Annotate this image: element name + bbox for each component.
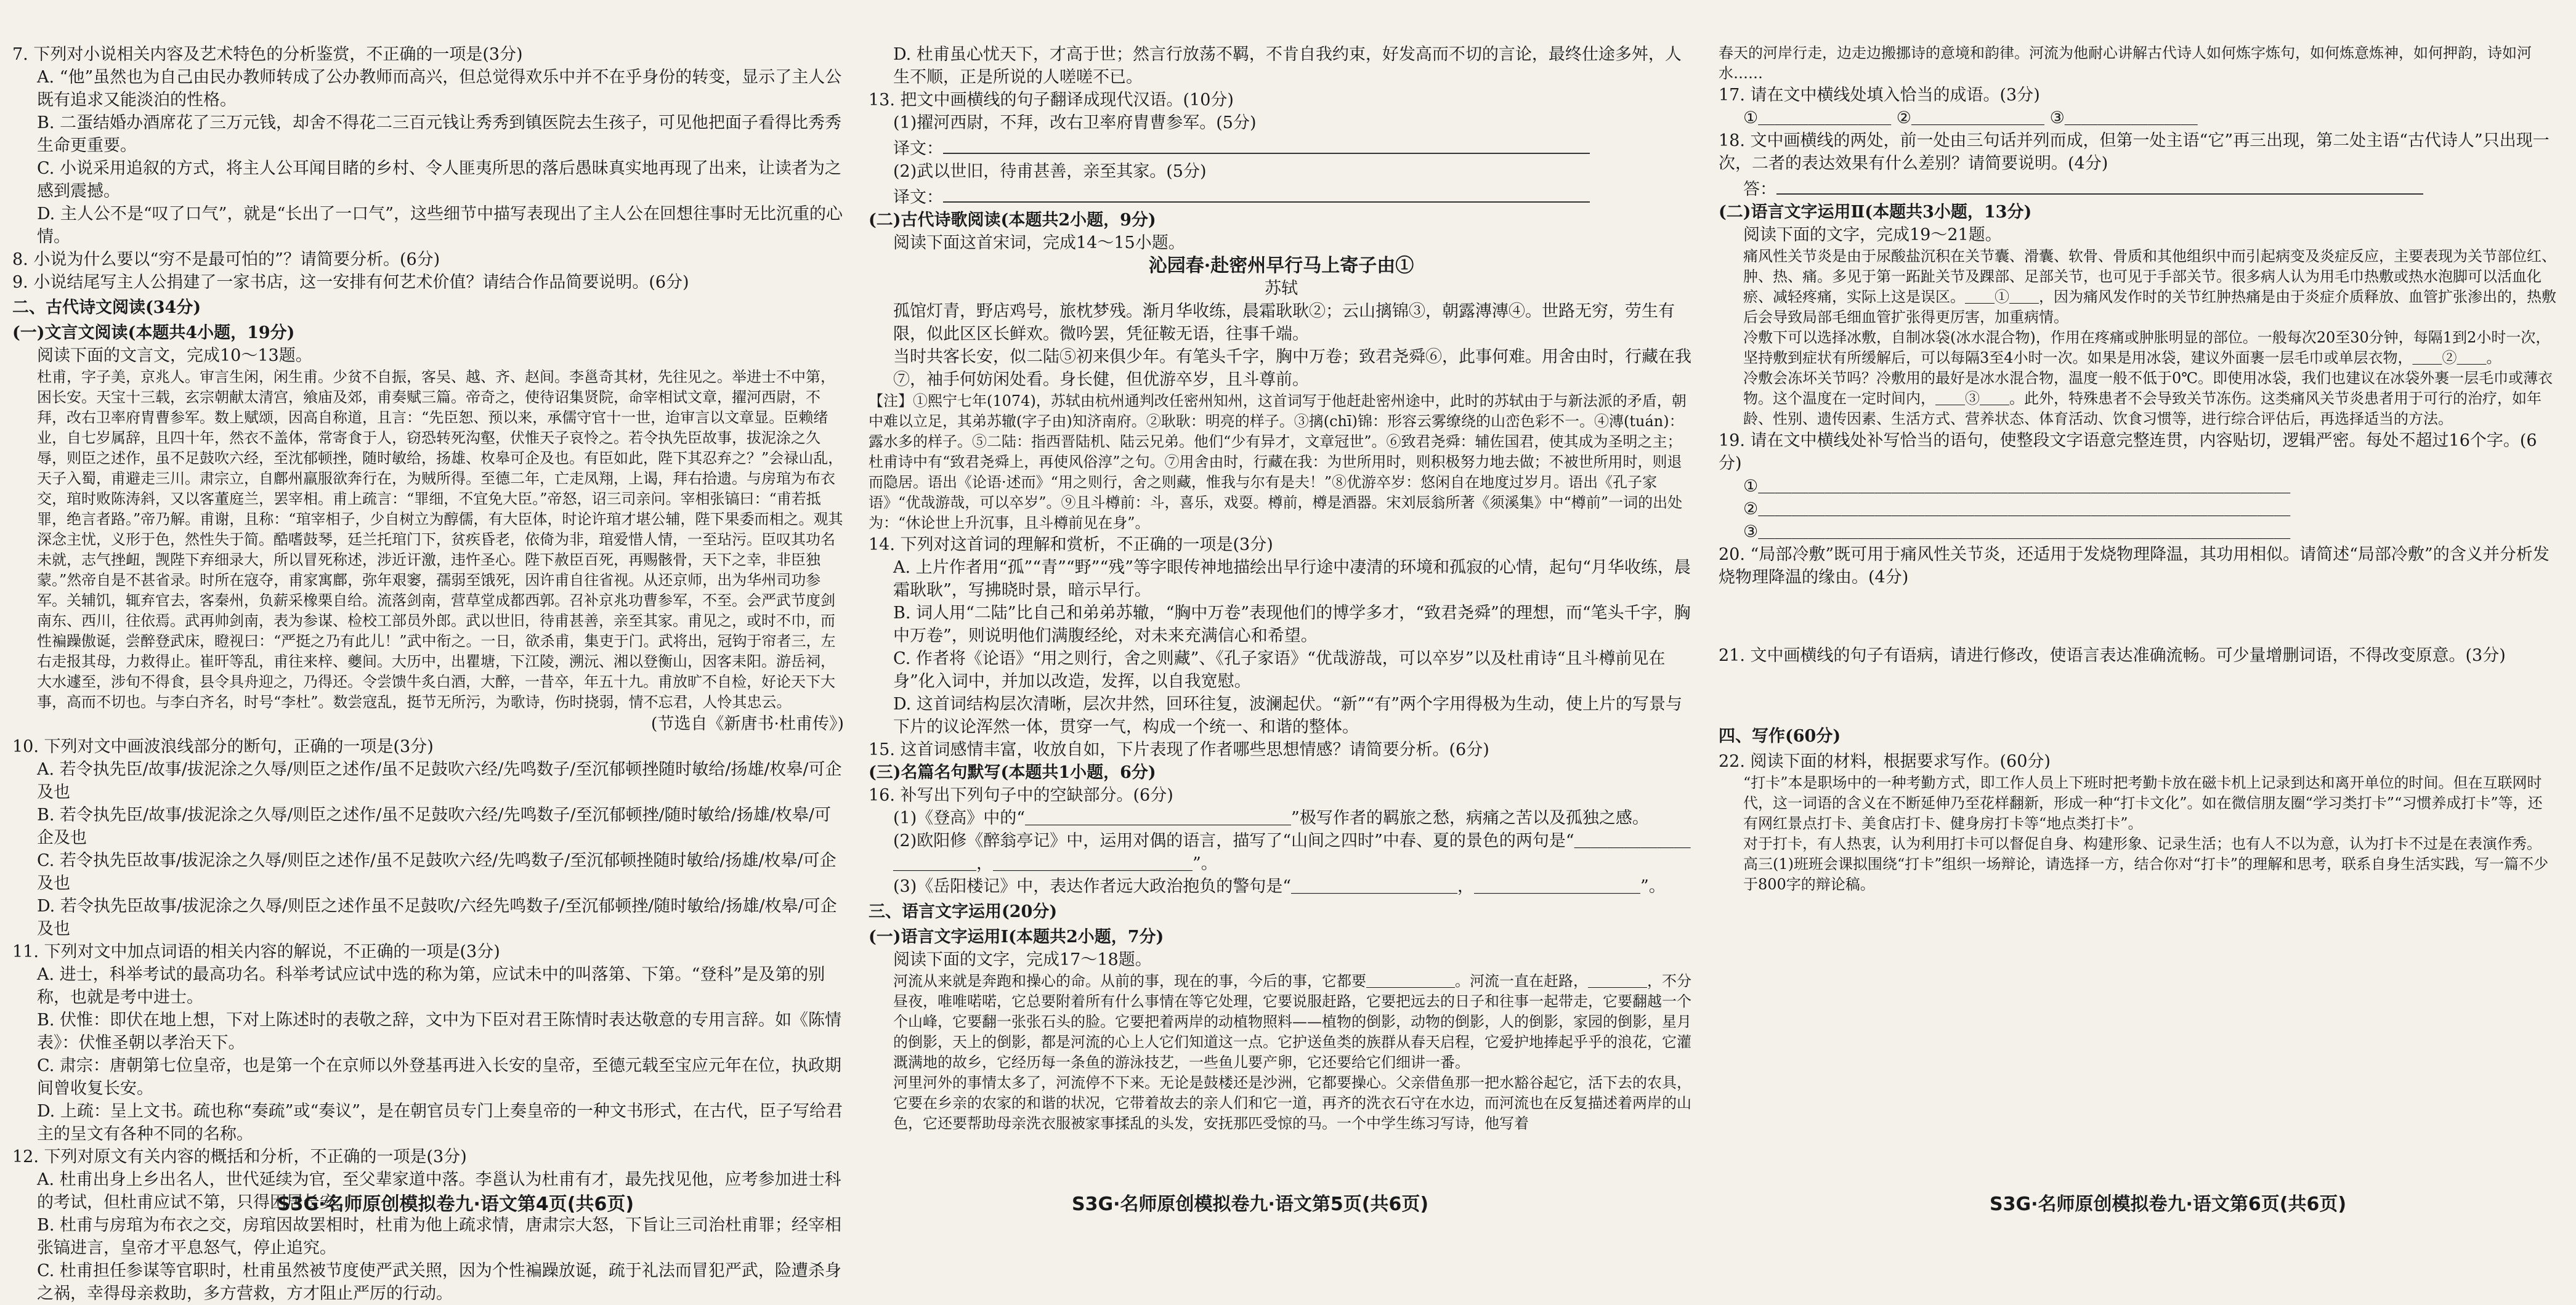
- gout-passage-3: 冷敷会冻坏关节吗？冷敷用的最好是冰水混合物，温度一般不低于0℃。即使用冰袋，我们也建议在冰袋外裹一层毛巾或薄衣物。这个温度在一定时间内，＿＿③＿＿。此外，特殊患者不会导致关节冻伤。这类痛风关节炎患者用于可行的治疗，如年龄、性别、遗传因素、生活方式、营养状态、体育活动、饮食习惯等，进行综合评估后，再选择适当的方法。: [1743, 370, 2553, 427]
- question-14: 14. 下列对这首词的理解和赏析，不正确的一项是(3分): [869, 535, 1273, 554]
- footer-page-4: S3G·名师原创模拟卷九·语文第4页(共6页): [277, 1194, 634, 1215]
- poem-stanza-1: 孤馆灯青，野店鸡号，旅枕梦残。渐月华收练，晨霜耿耿②；云山摛锦③，朝露漙漙④。世路无穷，劳生有限，似此区区长鲜欢。微吟罢，凭征鞍无语，往事千端。: [893, 302, 1675, 344]
- question-16-part-2: (2)欧阳修《醉翁亭记》中，运用对偶的语言，描写了“山间之四时”中春、夏的景色的两句是“＿＿＿＿＿＿＿＿＿＿＿＿，＿＿＿＿＿＿＿＿＿＿＿＿”。: [893, 831, 1691, 873]
- question-19-blank-2[interactable]: ②＿＿＿＿＿＿＿＿＿＿＿＿＿＿＿＿＿＿＿＿＿＿＿＿＿＿＿＿＿＿＿＿: [1743, 499, 2291, 519]
- subsection-heading-2: (二)古代诗歌阅读(本题共2小题，9分): [869, 211, 1156, 230]
- poem-notes: 【注】①熙宁七年(1074)，苏轼由杭州通判改任密州知州，这首词写于他赶赴密州途中，此时的苏轼由于与新法派的矛盾，朝中难以立足，其弟苏辙(字子由)知济南府。②耿耿：明亮的样子。③摛(chī)锦：形容云雾缭绕的山峦色彩不一。④漙(tuán)：露水多的样子。⑤二陆：指西晋陆机、陆云兄弟。他们“少有异才，文章冠世”。⑥致君尧舜：辅佐国君，使其成为圣明之主；杜甫诗中有“致君尧舜上，再使风俗淳”之句。⑦用舍由时，行藏在我：为世所用时，则积极努力地去做；不被世所用时，则退而隐居。语出《论语·述而》“用之则行，舍之则藏，惟我与尔有是夫！”⑧优游卒岁：悠闲自在地度过岁月。语出《孔子家语》“优哉游哉，可以卒岁”。⑨且斗樽前：斗，喜乐，戏耍。樽前，樽是酒器。宋刘辰翁所著《须溪集》中“樽前”一词的出处为：“休论世上升沉事，且斗樽前见在身”。: [869, 392, 1687, 531]
- question-11: 11. 下列对文中加点词语的相关内容的解说，不正确的一项是(3分): [12, 942, 500, 961]
- poem-instruction: 阅读下面这首宋词，完成14～15小题。: [893, 233, 1185, 253]
- poem-title: 沁园春·赴密州早行马上寄子由①: [1148, 255, 1414, 277]
- answer-line[interactable]: [1776, 175, 2423, 195]
- question-10-option-a: A. 若令执先臣/故事/拔泥涂之久辱/则臣之述作/虽不足鼓吹六经/先鸣数子/至沉郁顿挫随时敏给/扬雄/枚皋/可企及也: [37, 760, 842, 802]
- footer-page-5: S3G·名师原创模拟卷九·语文第5页(共6页): [1072, 1194, 1429, 1215]
- question-19: 19. 请在文中横线处补写恰当的语句，使整段文字语意完整连贯，内容贴切，逻辑严密。每处不超过16个字。(6分): [1719, 431, 2537, 473]
- question-11-option-c: C. 肃宗：唐朝第七位皇帝，也是第一个在京师以外登基再进入长安的皇帝，至德元载至宝应元年在位，执政期间曾收复长安。: [37, 1056, 841, 1098]
- question-21: 21. 文中画横线的句子有语病，请进行修改，使语言表达准确流畅。可少量增删词语，不得改变原意。(3分): [1719, 646, 2506, 665]
- gout-passage-2: 冷敷下可以选择冰敷，自制冰袋(冰水混合物)，作用在疼痛或肿胀明显的部位。一般每次20至30分钟，每隔1到2小时一次，坚持敷到症状有所缓解后，可以每隔3至4小时一次。如果是用冰袋，建议外面裹一层毛巾或单层衣物，＿＿②＿＿。: [1743, 329, 2551, 366]
- question-12-option-d: D. 杜甫虽心忧天下，才高于世；然言行放荡不羁，不肯自我约束，好发高而不切的言论，最终仕途多舛，人生不顺，正是所说的人嗟嗟不已。: [893, 45, 1682, 87]
- question-12: 12. 下列对原文有关内容的概括和分析，不正确的一项是(3分): [12, 1147, 467, 1166]
- question-7-option-d: D. 主人公不是“叹了口气”，就是“长出了一口气”，这些细节中描写表现出了主人公在回想往事时无比沉重的心情。: [37, 204, 843, 246]
- answer-space-20[interactable]: [1719, 589, 2556, 644]
- classical-passage: 杜甫，字子美，京兆人。审言生闲，闲生甫。少贫不自振，客吴、越、齐、赵间。李邕奇其材，先往见之。举进士不中第，困长安。天宝十三载，玄宗朝献太清宫，飨庙及郊，甫奏赋三篇。帝奇之，使待诏集贤院，命宰相试文章，擢河西尉，不拜，改右卫率府胄曹参军。数上赋颂，因高自称道，且言：“先臣恕、预以来，承儒守官十一世，迨审言以文章显。臣赖绪业，自七岁属辞，且四十年，然衣不盖体，常寄食于人，窃恐转死沟壑，伏惟天子哀怜之。若令执先臣故事，拔泥涂之久辱，则臣之述作，虽不足鼓吹六经，至沈郁顿挫，随时敏给，扬雄、枚皋可企及也。有臣如此，陛下其忍弃之？”会禄山乱，天子入蜀，甫避走三川。肃宗立，自鄜州羸服欲奔行在，为贼所得。至德二年，亡走凤翔，上谒，拜右拾遗。与房琯为布衣交，琯时败陈涛斜，又以客董庭兰，罢宰相。甫上疏言：“罪细，不宜免大臣。”帝怒，诏三司亲问。宰相张镐曰：“甫若抵罪，绝言者路。”帝乃解。甫谢，且称：“琯宰相子，少自树立为醇儒，有大臣体，时论许琯才堪公辅，陛下果委而相之。观其深念主忧，义形于色，然性失于简。酷嗜鼓琴，廷兰托琯门下，贫疾昏老，依倚为非，琯爱惜人情，一至玷污。臣叹其功名未就，志气挫衄，觊陛下弃细录大，所以冒死称述，涉近讦激，违忤圣心。陛下赦臣百死，再赐骸骨，天下之幸，非臣独蒙。”然帝自是不甚省录。时所在寇夺，甫家寓鄜，弥年艰窭，孺弱至饿死，因许甫自往省视。从还京师，出为华州司功参军。关辅饥，辄弃官去，客秦州，负薪采橡栗自给。流落剑南，营草堂成都西郭。召补京兆功曹参军，不至。会严武节度剑南东、西川，往依焉。武再帅剑南，表为参谋、检校工部员外郎。武以世旧，待甫甚善，亲至其家。甫见之，或时不巾，而性褊躁傲诞，尝醉登武床，瞪视曰：“严挺之乃有此儿！”武中衔之。一日，欲杀甫，集吏于门。武将出，冠钩于帘者三，左右走报其母，力救得止。崔旰等乱，甫往来梓、夔间。大历中，出瞿塘，下江陵，溯沅、湘以登衡山，因客耒阳。游岳祠，大水遽至，涉旬不得食，县令具舟迎之，乃得还。令尝馈牛炙白酒，大醉，一昔卒，年五十九。甫放旷不自检，好论天下大事，高而不切也。与李白齐名，时号“李杜”。数尝寇乱，挺节无所污，为歌诗，伤时挠弱，情不忘君，人怜其忠云。: [37, 368, 843, 711]
- poem-stanza-2: 当时共客长安，似二陆⑤初来俱少年。有笔头千字，胸中万卷；致君尧舜⑥，此事何难。用舍由时，行藏在我⑦，袖手何妨闲处看。身长健，但优游卒岁，且斗尊前。: [893, 347, 1691, 389]
- question-18: 18. 文中画横线的两处，前一处由三句话并列而成，但第一处主语“它”再三出现，第二处主语“古代诗人”只出现一次，二者的表达效果有什么差别？请简要说明。(4分): [1719, 131, 2550, 173]
- passage-source: (节选自《新唐书·杜甫传》): [650, 714, 844, 733]
- question-10-option-c: C. 若令执先臣故事/拔泥涂之久辱/则臣之述作/虽不足鼓吹六经/先鸣数子/至沉郁顿挫随时敏给/扬雄/枚皋/可企及也: [37, 851, 836, 893]
- question-11-option-a: A. 进士，科举考试的最高功名。科举考试应试中选的称为第，应试未中的叫落第、下第。“登科”是及第的别称，也就是考中进士。: [37, 965, 825, 1007]
- question-7: 7. 下列对小说相关内容及艺术特色的分析鉴赏，不正确的一项是(3分): [12, 45, 523, 64]
- section-heading-2: 二、古代诗文阅读(34分): [12, 298, 201, 317]
- writing-material-2: 对于打卡，有人热衷，认为利用打卡可以督促自身、构建形象、记录生活；也有人不以为意，认为打卡不过是在表演作秀。: [1743, 835, 2542, 852]
- question-14-option-d: D. 这首词结构层次清晰，层次井然，回环往复，波澜起伏。“新”“有”两个字用得极为生动，使上片的写景与下片的议论浑然一体，贯穿一气，构成一个统一、和谐的整体。: [893, 695, 1683, 737]
- question-7-option-c: C. 小说采用追叙的方式，将主人公耳闻目睹的乡村、令人匪夷所思的落后愚昧真实地再现了出来，让读者为之感到震撼。: [37, 159, 841, 201]
- page-6-column: [1719, 43, 2556, 1176]
- section-heading-4: 四、写作(60分): [1719, 727, 1841, 746]
- question-11-option-b: B. 伏惟：即伏在地上想，下对上陈述时的表敬之辞，文中为下臣对君王陈情时表达敬意的专用言辞。如《陈情表》：伏惟圣朝以孝治天下。: [37, 1011, 842, 1052]
- question-10-option-b: B. 若令执先臣/故事/拔泥涂之久辱/则臣之述作/虽不足鼓吹六经/先鸣数子/至沉郁顿挫/随时敏给/扬雄/枚皋/可企及也: [37, 806, 831, 847]
- question-15: 15. 这首词感情丰富，收放自如，下片表现了作者哪些思想情感？请简要分析。(6分): [869, 740, 1489, 759]
- translation-label-2: 译文：: [869, 183, 1694, 209]
- section-heading-3: 三、语言文字运用(20分): [869, 902, 1058, 921]
- question-16-part-3: (3)《岳阳楼记》中，表达作者远大政治抱负的警句是“＿＿＿＿＿＿＿＿＿＿，＿＿＿＿＿＿＿＿＿＿”。: [893, 877, 1666, 896]
- question-17: 17. 请在文中横线处填入恰当的成语。(3分): [1719, 86, 2040, 105]
- question-19-blank-1[interactable]: ①＿＿＿＿＿＿＿＿＿＿＿＿＿＿＿＿＿＿＿＿＿＿＿＿＿＿＿＿＿＿＿＿: [1743, 477, 2291, 496]
- question-16-part-1: (1)《登高》中的“＿＿＿＿＿＿＿＿＿＿＿＿＿＿＿＿”极写作者的羁旅之愁，病痛之苦以及孤独之感。: [893, 809, 1649, 828]
- answer-line[interactable]: [943, 134, 1590, 154]
- writing-material-1: “打卡”本是职场中的一种考勤方式，即工作人员上下班时把考勤卡放在磁卡机上记录到达和离开单位的时间。但在互联网时代，这一词语的含义在不断延伸乃至花样翻新，形成一种“打卡文化”。如在微信朋友圈“学习类打卡”“习惯养成打卡”等，还有网红景点打卡、美食店打卡、健身房打卡等“地点类打卡”。: [1743, 774, 2543, 832]
- question-19-blank-3[interactable]: ③＿＿＿＿＿＿＿＿＿＿＿＿＿＿＿＿＿＿＿＿＿＿＿＿＿＿＿＿＿＿＿＿: [1743, 522, 2291, 541]
- gout-instruction: 阅读下面的文字，完成19～21题。: [1743, 225, 2002, 244]
- question-13-part-2: (2)武以世旧，待甫甚善，亲至其家。(5分): [893, 162, 1207, 181]
- question-9: 9. 小说结尾写主人公捐建了一家书店，这一安排有何艺术价值？请结合作品简要说明。(6分): [12, 273, 689, 292]
- answer-label-18: 答：: [1719, 175, 2556, 201]
- question-10: 10. 下列对文中画波浪线部分的断句，正确的一项是(3分): [12, 737, 434, 756]
- writing-task: 高三(1)班班会课拟围绕“打卡”组织一场辩论，请选择一方，结合你对“打卡”的理解和思考，联系自身生活实践，写一篇不少于800字的辩论稿。: [1743, 855, 2549, 893]
- question-16: 16. 补写出下列句子中的空缺部分。(6分): [869, 786, 1173, 805]
- question-12-option-c: C. 杜甫担任参谋等官职时，杜甫虽然被节度使严武关照，因为个性褊躁放诞，疏于礼法而冒犯严武，险遭杀身之祸，幸得母亲救助，多方营救，方才阻止严厉的行动。: [37, 1261, 841, 1303]
- subsection-heading-3: (三)名篇名句默写(本题共1小题，6分): [869, 763, 1156, 782]
- question-8: 8. 小说为什么要以“穷不是最可怕的”？请简要分析。(6分): [12, 250, 440, 269]
- question-13-part-1: (1)擢河西尉，不拜，改右卫率府胄曹参军。(5分): [893, 113, 1257, 132]
- translation-label-1: 译文：: [869, 134, 1694, 160]
- question-7-option-b: B. 二蛋结婚办酒席花了三万元钱，却舍不得花二三百元钱让秀秀到镇医院去生孩子，可见他把面子看得比秀秀生命更重要。: [37, 113, 842, 155]
- answer-line[interactable]: [943, 183, 1590, 203]
- river-passage-1: 河流从来就是奔跑和操心的命。从前的事，现在的事，今后的事，它都要＿＿＿＿＿＿。河流一直在赶路，＿＿＿＿，不分昼夜，唯唯喏喏，它总要附着所有什么事情在等它处理，它要说服赶路，它要把远去的日子和往事一起带走，它要翻越一个个山峰，它要翻一张张石头的脸。它要把着两岸的动植物照料——植物的倒影，动物的倒影，人的倒影，家园的倒影，星月的倒影，天上的倒影，都是河流的心上人它们知道这一点。它护送鱼类的族群从春天启程，它爱护地捧起乎乎的浪花，它灌溉满地的故乡，它经历每一条鱼的游泳技艺，一些鱼儿要产卵，它还要给它们细讲一番。: [893, 972, 1691, 1071]
- gout-passage-1: 痛风性关节炎是由于尿酸盐沉积在关节囊、滑囊、软骨、骨质和其他组织中而引起病变及炎症反应，主要表现为关节部位红、肿、热、痛。多见于第一跖趾关节及踝部、足部关节，也可见于手部关节。很多病人认为用毛巾热敷或热水泡脚可以活血化瘀、减轻疼痛，实际上这是误区。＿＿①＿＿，因为痛风发作时的关节红肿热痛是由于炎症介质释放、血管扩张渗出的，热敷后会导致局部毛细血管扩张得更厉害，加重病情。: [1743, 248, 2556, 326]
- question-13: 13. 把文中画横线的句子翻译成现代汉语。(10分): [869, 91, 1234, 110]
- reading-instruction: 阅读下面的文言文，完成10～13题。: [37, 346, 312, 365]
- page-5-column: [869, 43, 1694, 1176]
- answer-space-21[interactable]: [1719, 667, 2556, 722]
- subsection-heading-1: (一)文言文阅读(本题共4小题，19分): [12, 323, 295, 342]
- question-12-option-a: A. 杜甫出身上乡出名人，世代延续为官，至父辈家道中落。李邕认为杜甫有才，最先找见他，应考参加进士科的考试，但杜甫应试不第，只得困居长安。: [37, 1170, 841, 1212]
- language-instruction: 阅读下面的文字，完成17～18题。: [893, 950, 1152, 969]
- subsection-heading-4: (一)语言文字运用Ⅰ(本题共2小题，7分): [869, 927, 1164, 947]
- question-7-option-a: A. “他”虽然也为自己由民办教师转成了公办教师而高兴，但总觉得欢乐中并不在乎身份的转变，显示了主人公既有追求又能淡泊的性格。: [37, 68, 842, 110]
- poem-author: 苏轼: [1265, 279, 1298, 298]
- question-22: 22. 阅读下面的材料，根据要求写作。(60分): [1719, 752, 2051, 771]
- question-14-option-c: C. 作者将《论语》“用之则行，舍之则藏”、《孔子家语》“优哉游哉，可以卒岁”以及杜甫诗“且斗樽前见在身”化入词中，并加以改造，发挥，以自我宽慰。: [893, 649, 1666, 691]
- question-17-blanks: ①＿＿＿＿＿＿＿＿ ②＿＿＿＿＿＿＿＿ ③＿＿＿＿＿＿＿＿: [1743, 108, 2198, 127]
- question-14-option-b: B. 词人用“二陆”比自己和弟弟苏辙，“胸中万卷”表现他们的博学多才，“致君尧舜”的理想，而“笔头千字，胸中万卷”，则说明他们满腹经纶，对未来充满信心和希望。: [893, 604, 1691, 645]
- question-12-option-b: B. 杜甫与房琯为布衣之交，房琯因故罢相时，杜甫为他上疏求情，唐肃宗大怒，下旨让三司治杜甫罪；经宰相张镐进言，皇帝才平息怒气，停止追究。: [37, 1216, 842, 1258]
- question-11-option-d: D. 上疏：呈上文书。疏也称“奏疏”或“奏议”，是在朝官员专门上奏皇帝的一种文书形式，在古代，臣子写给君主的呈文有各种不同的名称。: [37, 1102, 843, 1144]
- question-14-option-a: A. 上片作者用“孤”“青”“野”“残”等字眼传神地描绘出早行途中凄清的环境和孤寂的心情，起句“月华收练，晨霜耿耿”，写拂晓时景，暗示早行。: [893, 558, 1691, 600]
- river-passage-2: 河里河外的事情太多了，河流停不下来。无论是鼓楼还是沙洲，它都要操心。父亲借鱼那一把水豁谷起它，活下去的农具，它要在乡亲的农家的和谐的状况，它带着故去的亲人们和它一道，再齐的洗衣石守在水边，而河流也在反复描述着两岸的山色，它还要帮助母亲洗衣服被家事揉乱的头发，安抚那匹受惊的马。一个中学生练习写诗，他写着: [893, 1074, 1691, 1132]
- footer-page-6: S3G·名师原创模拟卷九·语文第6页(共6页): [1990, 1194, 2347, 1215]
- subsection-heading-5: (二)语言文字运用Ⅱ(本题共3小题，13分): [1719, 203, 2032, 222]
- river-passage-3: 春天的河岸行走，边走边搬挪诗的意境和韵律。河流为他耐心讲解古代诗人如何炼字炼句，如何炼意炼神，如何押韵，诗如河水……: [1719, 44, 2532, 82]
- question-20: 20. “局部冷敷”既可用于痛风性关节炎，还适用于发烧物理降温，其功用相似。请简述“局部冷敷”的含义并分析发烧物理降温的缘由。(4分): [1719, 545, 2550, 587]
- question-10-option-d: D. 若令执先臣故事/拔泥涂之久辱/则臣之述作虽不足鼓吹/六经先鸣数子/至沉郁顿挫/随时敏给/扬雄/枚皋/可企及也: [37, 897, 837, 939]
